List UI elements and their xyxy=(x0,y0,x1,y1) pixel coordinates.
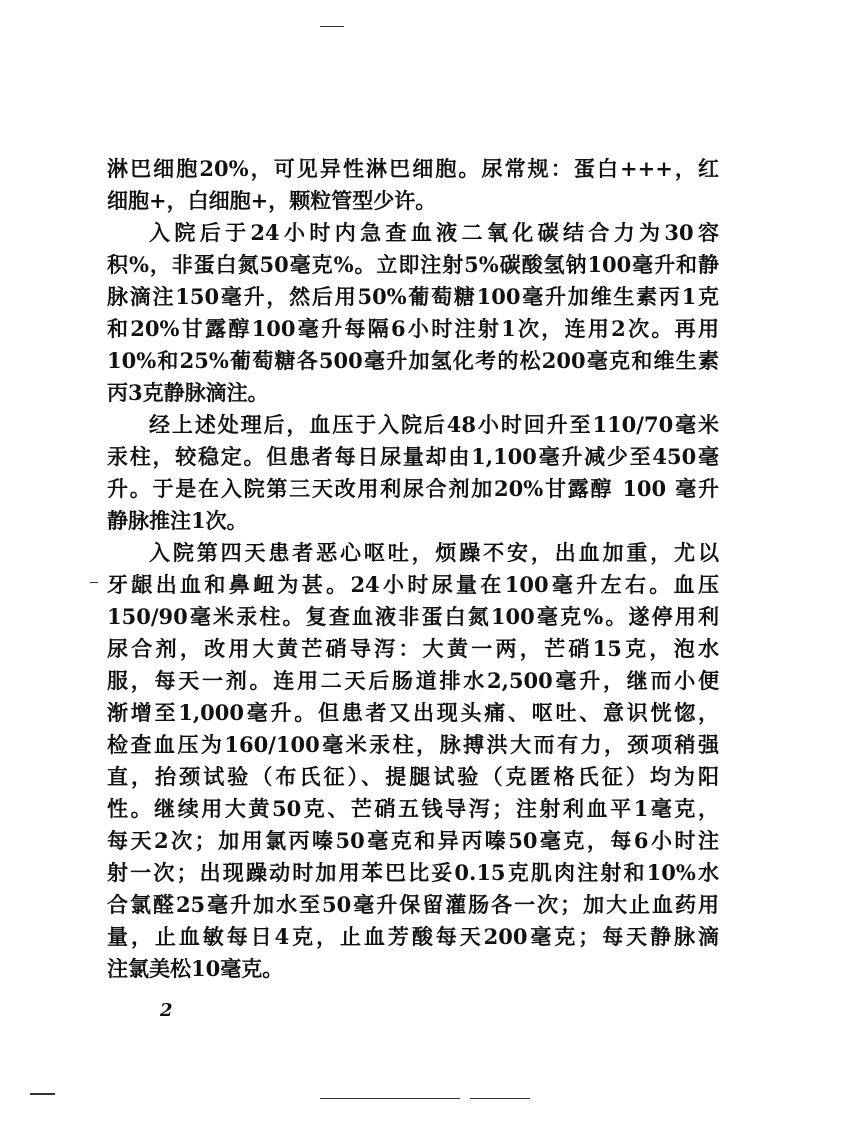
text-line: 直，抬颈试验（布氏征）、提腿试验（克匿格氏征）均为阳 xyxy=(107,764,719,789)
text-line: 注氯美松10毫克。 xyxy=(107,956,284,981)
scan-artifact xyxy=(320,1098,460,1099)
text-line: 每天2次；加用氯丙嗪50毫克和异丙嗪50毫克，每6小时注 xyxy=(107,828,719,853)
text-line: 升。于是在入院第三天改用利尿合剂加20%甘露醇 100 毫升 xyxy=(107,476,719,501)
text-line: 性。继续用大黄50克、芒硝五钱导泻；注射利血平1毫克， xyxy=(107,796,719,821)
scan-artifact xyxy=(90,582,98,583)
text-line: 检查血压为160/100毫米汞柱，脉搏洪大而有力，颈项稍强 xyxy=(107,732,719,757)
text-line: 和20%甘露醇100毫升每隔6小时注射1次，连用2次。再用 xyxy=(107,316,719,341)
text-line: 射一次；出现躁动时加用苯巴比妥0.15克肌肉注射和10%水 xyxy=(107,860,719,885)
scan-artifact xyxy=(320,26,344,27)
text-line: 汞柱，较稳定。但患者每日尿量却由1,100毫升减少至450毫 xyxy=(107,444,719,469)
scan-artifact xyxy=(470,1098,530,1099)
text-line: 牙龈出血和鼻衄为甚。24小时尿量在100毫升左右。血压 xyxy=(107,572,719,597)
page-number: 2 xyxy=(160,1000,173,1021)
text-line: 入院第四天患者恶心呕吐，烦躁不安，出血加重，尤以 xyxy=(149,540,719,565)
text-line: 量，止血敏每日4克，止血芳酸每天200毫克；每天静脉滴 xyxy=(107,924,719,949)
text-line: 尿合剂，改用大黄芒硝导泻：大黄一两，芒硝15克，泡水 xyxy=(107,636,719,661)
text-line: 淋巴细胞20%，可见异性淋巴细胞。尿常规：蛋白+++，红 xyxy=(107,156,719,181)
text-line: 静脉推注1次。 xyxy=(107,508,248,533)
text-line: 10%和25%葡萄糖各500毫升加氢化考的松200毫克和维生素 xyxy=(107,348,719,373)
text-line: 丙3克静脉滴注。 xyxy=(107,380,269,405)
body-text xyxy=(107,153,719,985)
text-line: 经上述处理后，血压于入院后48小时回升至110/70毫米 xyxy=(149,412,719,437)
text-line: 脉滴注150毫升，然后用50%葡萄糖100毫升加维生素丙1克 xyxy=(107,284,719,309)
text-line: 服，每天一剂。连用二天后肠道排水2,500毫升，继而小便 xyxy=(107,668,719,693)
text-line: 细胞+，白细胞+，颗粒管型少许。 xyxy=(107,188,437,213)
text-line: 积%，非蛋白氮50毫克%。立即注射5%碳酸氢钠100毫升和静 xyxy=(107,252,720,277)
text-line: 150/90毫米汞柱。复查血液非蛋白氮100毫克%。遂停用利 xyxy=(107,604,719,629)
scan-artifact xyxy=(30,1093,55,1095)
text-line: 合氯醛25毫升加水至50毫升保留灌肠各一次；加大止血药用 xyxy=(107,892,719,917)
text-line: 渐增至1,000毫升。但患者又出现头痛、呕吐、意识恍惚， xyxy=(107,700,719,725)
text-line: 入院后于24小时内急查血液二氧化碳结合力为30容 xyxy=(149,220,719,245)
